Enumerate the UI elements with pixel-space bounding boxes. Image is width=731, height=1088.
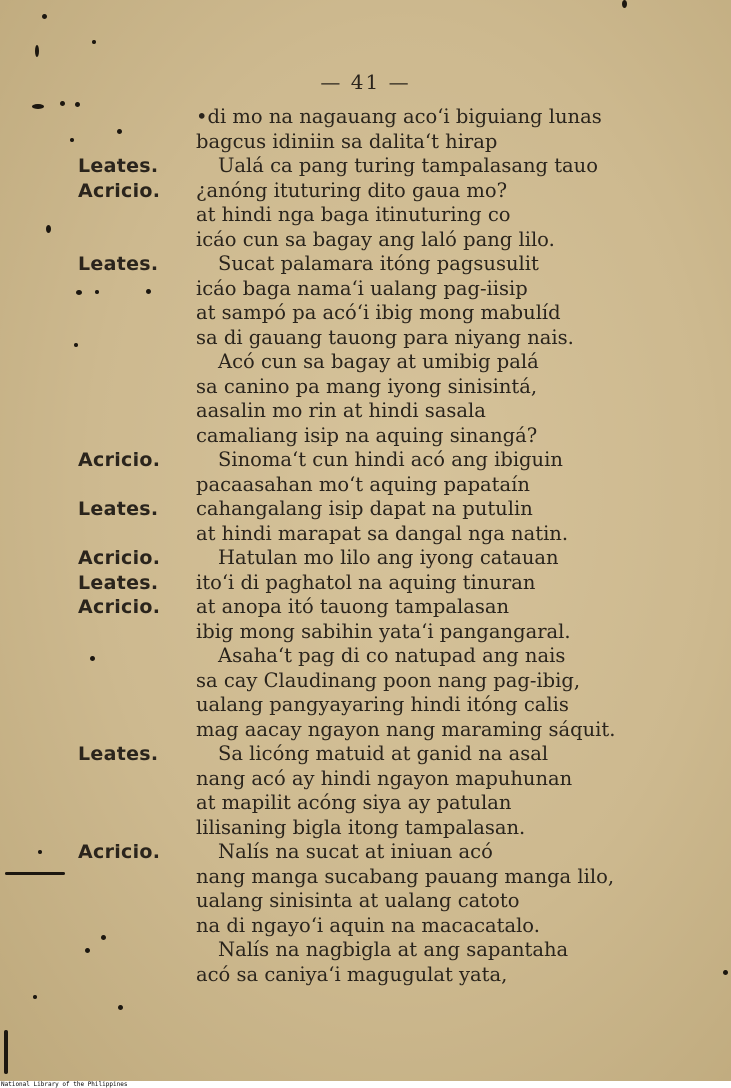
verse-line: [0, 154, 731, 178]
verse-line: [0, 865, 731, 889]
verse-text: ibig mong sabihin yata‘i pangangaral.: [196, 619, 571, 643]
verse-line: [0, 130, 731, 154]
ink-speck: [74, 343, 78, 347]
verse-line: [0, 669, 731, 693]
verse-text: bagcus idiniin sa dalita‘t hirap: [196, 129, 498, 153]
ink-speck: [4, 1030, 8, 1074]
verse-text: at anopa itó tauong tampalasan: [196, 595, 510, 618]
verse-line: [0, 473, 731, 497]
verse-line: [0, 228, 731, 252]
ink-speck: [70, 138, 74, 142]
verse-line: [0, 816, 731, 840]
verse-line: [0, 301, 731, 325]
verse-text: at sampó pa acó‘i ibig mong mabulíd: [196, 301, 561, 324]
verse-text: Asaha‘t pag di co natupad ang nais: [218, 644, 566, 667]
verse-line: [0, 742, 731, 766]
verse-text: aasalin mo rin at hindi sasala: [196, 399, 486, 422]
verse-line: [0, 448, 731, 472]
verse-line: [0, 571, 731, 595]
verse-line: [0, 889, 731, 913]
ink-speck: [76, 290, 82, 295]
verse-text: sa cay Claudinang poon nang pag-ibig,: [196, 668, 581, 692]
speaker-name: Leates.: [78, 743, 159, 765]
verse-line: [0, 693, 731, 717]
verse-text: at mapilit acóng siya ay patulan: [196, 791, 512, 814]
verse-line: [0, 522, 731, 546]
verse-line: [0, 840, 731, 864]
ink-speck: [90, 656, 95, 661]
verse-text: Sa licóng matuid at ganid na asal: [218, 742, 549, 765]
verse-line: [0, 914, 731, 938]
ink-speck: [622, 0, 627, 8]
verse-text: Ualá ca pang turing tampalasang tauo: [218, 154, 598, 177]
verse-text: Nalís na sucat at iniuan acó: [218, 840, 493, 863]
verse-line: [0, 252, 731, 276]
verse-line: [0, 179, 731, 203]
verse-line: [0, 497, 731, 521]
verse-line: [0, 399, 731, 423]
verse-text: Nalís na nagbigla at ang sapantaha: [218, 938, 569, 961]
speaker-name: Leates.: [78, 253, 159, 275]
verse-text: Acó cun sa bagay at umibig palá: [218, 350, 539, 373]
ink-speck: [32, 104, 44, 109]
verse-line: [0, 620, 731, 644]
verse-line: [0, 546, 731, 570]
ink-speck: [75, 102, 80, 107]
verse-text: lilisaning bigla itong tampalasan.: [196, 815, 526, 839]
ink-speck: [60, 101, 65, 106]
ink-speck: [85, 948, 90, 953]
verse-line: [0, 105, 731, 129]
verse-text: cahangalang isip dapat na putulin: [196, 497, 533, 520]
verse-text: acó sa caniya‘i magugulat yata,: [196, 962, 508, 986]
ink-speck: [101, 935, 106, 940]
ink-speck: [95, 290, 99, 294]
verse-text: na di ngayo‘i aquin na macacatalo.: [196, 913, 540, 937]
verse-line: [0, 963, 731, 987]
verse-line: [0, 791, 731, 815]
verse-text: camaliang isip na aquing sinangá?: [196, 423, 538, 447]
verse-text: ¿anóng ituturing dito gaua mo?: [196, 178, 508, 202]
speaker-name: Acricio.: [78, 841, 161, 863]
verse-line: [0, 595, 731, 619]
speaker-name: Leates.: [78, 155, 159, 177]
verse-text: nang manga sucabang pauang manga lilo,: [196, 864, 615, 888]
verse-line: [0, 424, 731, 448]
ink-speck: [5, 872, 65, 875]
verse-text: icáo baga nama‘i ualang pag-iisip: [196, 276, 528, 300]
verse-line: [0, 938, 731, 962]
ink-speck: [118, 1005, 123, 1010]
speaker-name: Leates.: [78, 498, 159, 520]
verse-text: pacaasahan mo‘t aquing papataín: [196, 472, 530, 496]
verse-line: [0, 718, 731, 742]
verse-line: [0, 326, 731, 350]
page-number: — 41 —: [320, 70, 411, 94]
verse-text: Sucat palamara itóng pagsusulit: [218, 252, 539, 275]
verse-text: ito‘i di paghatol na aquing tinuran: [196, 570, 536, 594]
verse-text: Hatulan mo lilo ang iyong catauan: [218, 546, 559, 569]
speaker-name: Acricio.: [78, 179, 161, 202]
verse-text: sa canino pa mang iyong sinisintá,: [196, 374, 538, 398]
speaker-name: Leates.: [78, 571, 159, 594]
ink-speck: [42, 14, 47, 19]
verse-text: at hindi marapat sa dangal nga natin.: [196, 521, 569, 545]
verse-text: Sinoma‘t cun hindi acó ang ibiguin: [218, 448, 563, 471]
verse-text: •di mo na nagauang aco‘i biguiang lunas: [196, 105, 602, 128]
verse-text: sa di gauang tauong para niyang nais.: [196, 325, 574, 349]
verse-text: mag aacay ngayon nang maraming sáquit.: [196, 717, 616, 741]
ink-speck: [723, 970, 728, 975]
speaker-name: Acricio.: [78, 547, 161, 569]
ink-speck: [33, 995, 37, 999]
verse-line: [0, 644, 731, 668]
verse-text: icáo cun sa bagay ang laló pang lilo.: [196, 227, 555, 251]
speaker-name: Acricio.: [78, 449, 161, 471]
ink-speck: [38, 850, 42, 854]
ink-speck: [117, 129, 122, 134]
ink-speck: [35, 45, 39, 57]
verse-text: ualang sinisinta at ualang catoto: [196, 889, 520, 912]
verse-line: [0, 767, 731, 791]
speaker-name: Acricio.: [78, 596, 161, 618]
verse-line: [0, 350, 731, 374]
ink-speck: [146, 289, 151, 294]
verse-text: at hindi nga baga itinuturing co: [196, 203, 511, 226]
verse-text: ualang pangyayaring hindi itóng calis: [196, 693, 569, 716]
library-footer: National Library of the Philippines: [0, 1081, 731, 1088]
verse-text: nang acó ay hindi ngayon mapuhunan: [196, 766, 573, 790]
verse-line: [0, 375, 731, 399]
verse-line: [0, 277, 731, 301]
verse-line: [0, 203, 731, 227]
ink-speck: [46, 225, 51, 233]
ink-speck: [92, 40, 96, 44]
